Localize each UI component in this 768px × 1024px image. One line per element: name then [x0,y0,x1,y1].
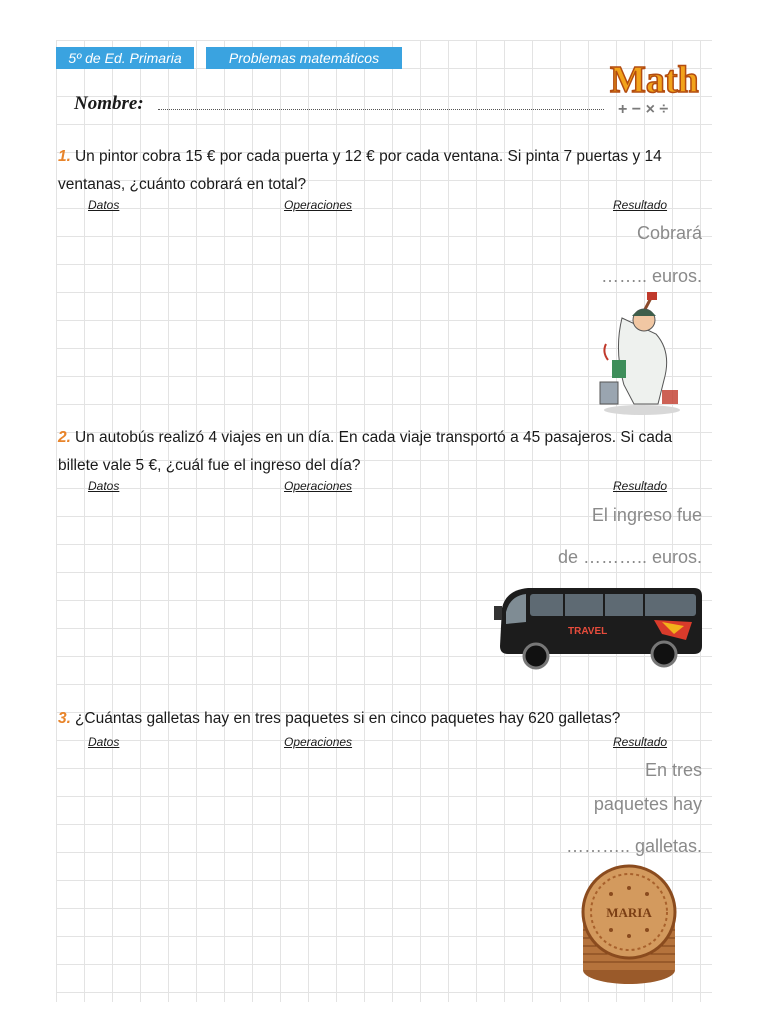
svg-text:TRAVEL: TRAVEL [568,626,608,637]
problem-2-text: 2. Un autobús realizó 4 viajes en un día. En cada viaje transportó a 45 pasajeros. Si cada billete vale 5 €, ¿cuál fue el ingreso del día? [58,429,673,474]
logo-word: Math [610,59,699,101]
problem-1-resultado-label: Resultado [613,198,668,212]
problem-2-resultado-label: Resultado [613,479,668,493]
grade-tag: 5º de Ed. Primaria [56,47,194,69]
problem-1-text: 1. Un pintor cobra 15 € por cada puerta y 12 € por cada ventana. Si pinta 7 puertas y 14 ventanas, ¿cuánto cobrará en total? [58,148,662,193]
biscuit-stack-illustration [576,864,682,988]
problem-3-result-line-3: ……….. galletas. [565,836,702,856]
problem-1-operaciones-label: Operaciones [284,198,353,212]
problem-3-operaciones-label: Operaciones [284,735,353,749]
bus-illustration [494,582,706,674]
problem-3-result-line-2: paquetes hay [593,794,702,814]
math-logo [606,52,718,120]
subject-tag: Problemas matemáticos [206,47,402,69]
problem-3-datos-label: Datos [88,735,120,749]
problem-2-operaciones-label: Operaciones [284,479,353,493]
problem-2-datos-label: Datos [88,479,120,493]
problem-3-text: 3. ¿Cuántas galletas hay en tres paquetes si en cinco paquetes hay 620 galletas? [58,710,621,727]
problem-1-datos-label: Datos [88,198,120,212]
problem-2-result-line-1: El ingreso fue [591,505,702,525]
name-label: Nombre: [74,93,144,114]
problem-3-resultado-label: Resultado [613,735,668,749]
problem-1-result-line-1: Cobrará [636,223,702,243]
biscuit-stamp: MARIA [606,905,652,920]
name-row [74,93,604,117]
problem-2-result-line-2: de ……….. euros. [557,547,702,567]
painter-illustration [592,290,684,416]
name-input-line[interactable] [158,109,604,110]
problem-1-result-line-2: …….. euros. [600,266,702,286]
problem-3-result-line-1: En tres [644,760,702,780]
logo-symbols: + − × ÷ [618,101,669,118]
